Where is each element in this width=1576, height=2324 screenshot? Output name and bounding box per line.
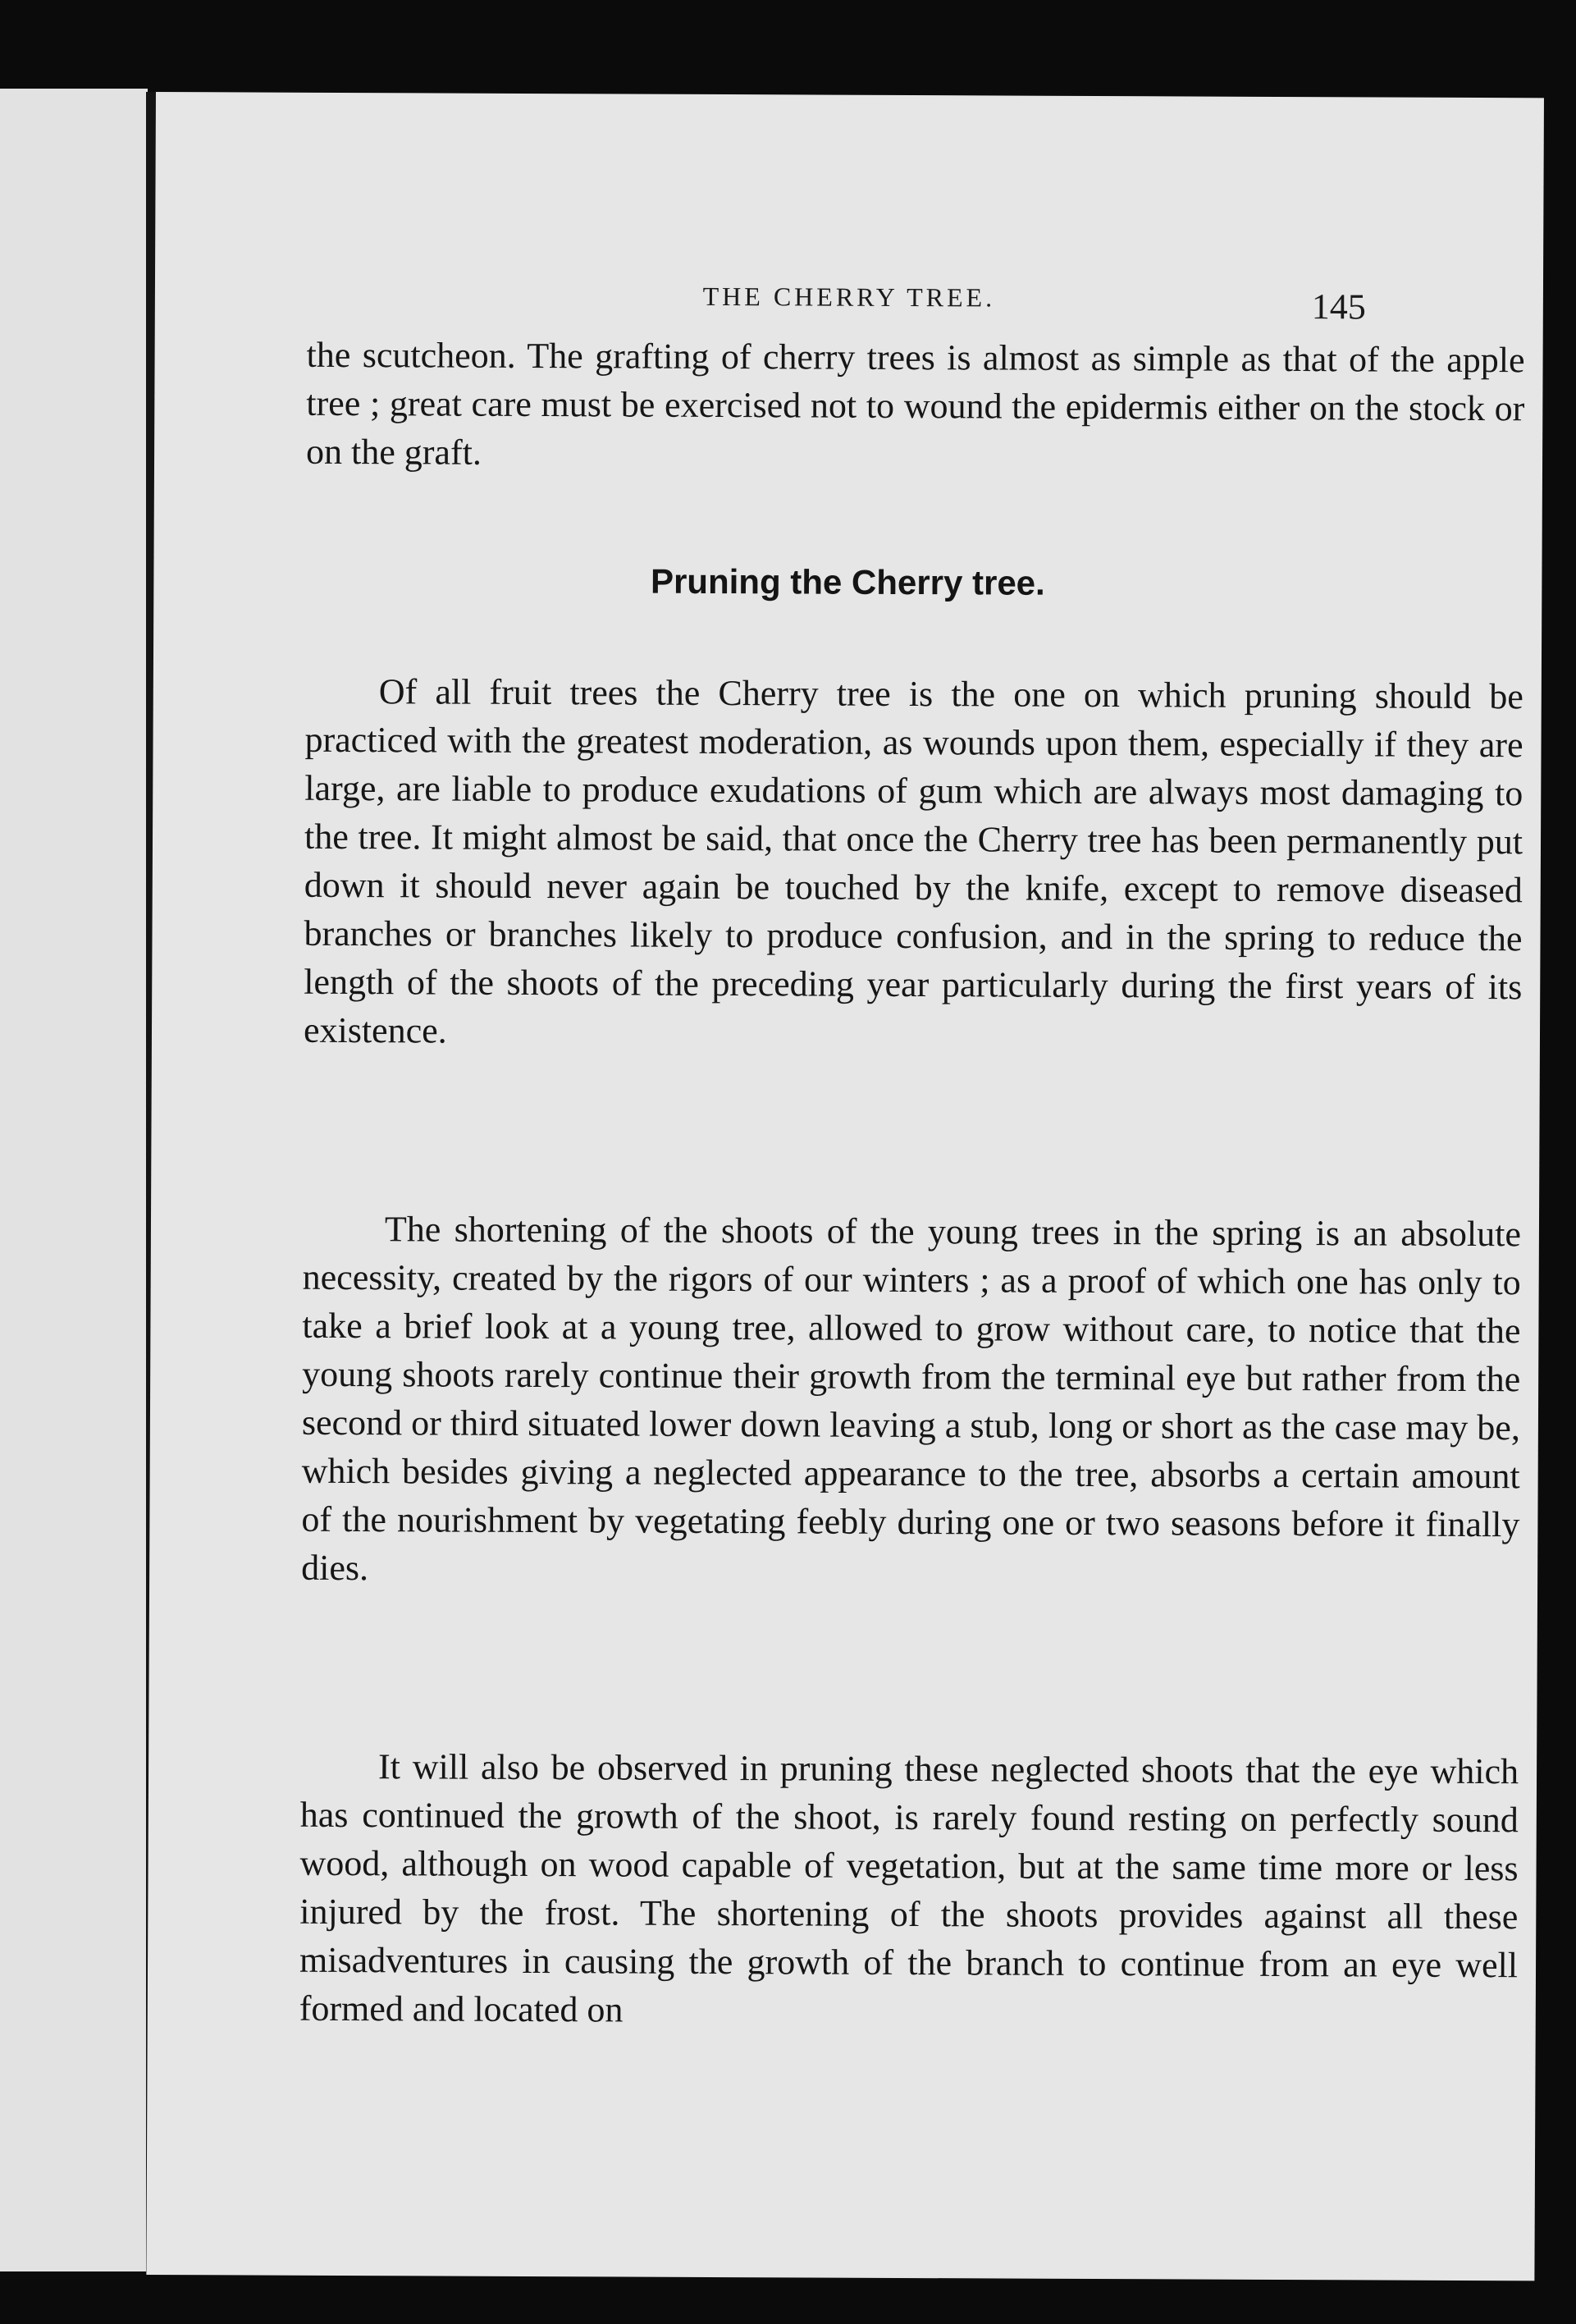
paragraph: Of all fruit trees the Cherry tree is the one on which pruning should be practiced with the greatest moderation, as wounds upon them, especially if they are large, are liable to produce exudations of gum which are always most damaging to the tree. It might almost be said, that once the Cherry tree has been permanently put down it should never again be touched by the knife, except to remove diseased branches or branches likely to produce confusion, and in the spring to reduce the length of the shoots of the preceding year particularly during the first years of its existence. — [303, 671, 1523, 1051]
paragraph: the scutcheon. The grafting of cherry trees is almost as simple as that of the apple tree ; great care must be exercised not to wound the epidermis either on the stock or on the graft. — [305, 334, 1525, 473]
paragraph: It will also be observed in pruning these neglected shoots that the eye which has continued the growth of the shoot, is rarely found resting on perfectly sound wood, although on wood capable of vegetation, but at the same time more or less injured by the frost. The shortening of the shoots provides against all these misadventures in causing the growth of the branch to continue from an eye well formed and located on — [299, 1746, 1519, 2030]
book-page — [146, 92, 1544, 2281]
paragraph: The shortening of the shoots of the young trees in the spring is an absolute necessity, created by the rigors of our winters ; as a proof of which one has only to take a brief look at a young tree, allowed to grow without care, to notice that the young shoots rarely continue their growth from the terminal eye but rather from the second or third situated lower down leaving a stub, long or short as the case may be, which besides giving a neglected appearance to the tree, absorbs a certain amount of the nourishment by vegetating feebly during one or two seasons before it finally dies. — [301, 1209, 1522, 1589]
page-number: 145 — [1311, 286, 1366, 327]
section-heading: Pruning the Cherry tree. — [650, 561, 1045, 602]
running-head: THE CHERRY TREE. — [702, 281, 996, 313]
scan-border-right — [1542, 92, 1576, 2275]
left-page-edge — [0, 89, 148, 2271]
